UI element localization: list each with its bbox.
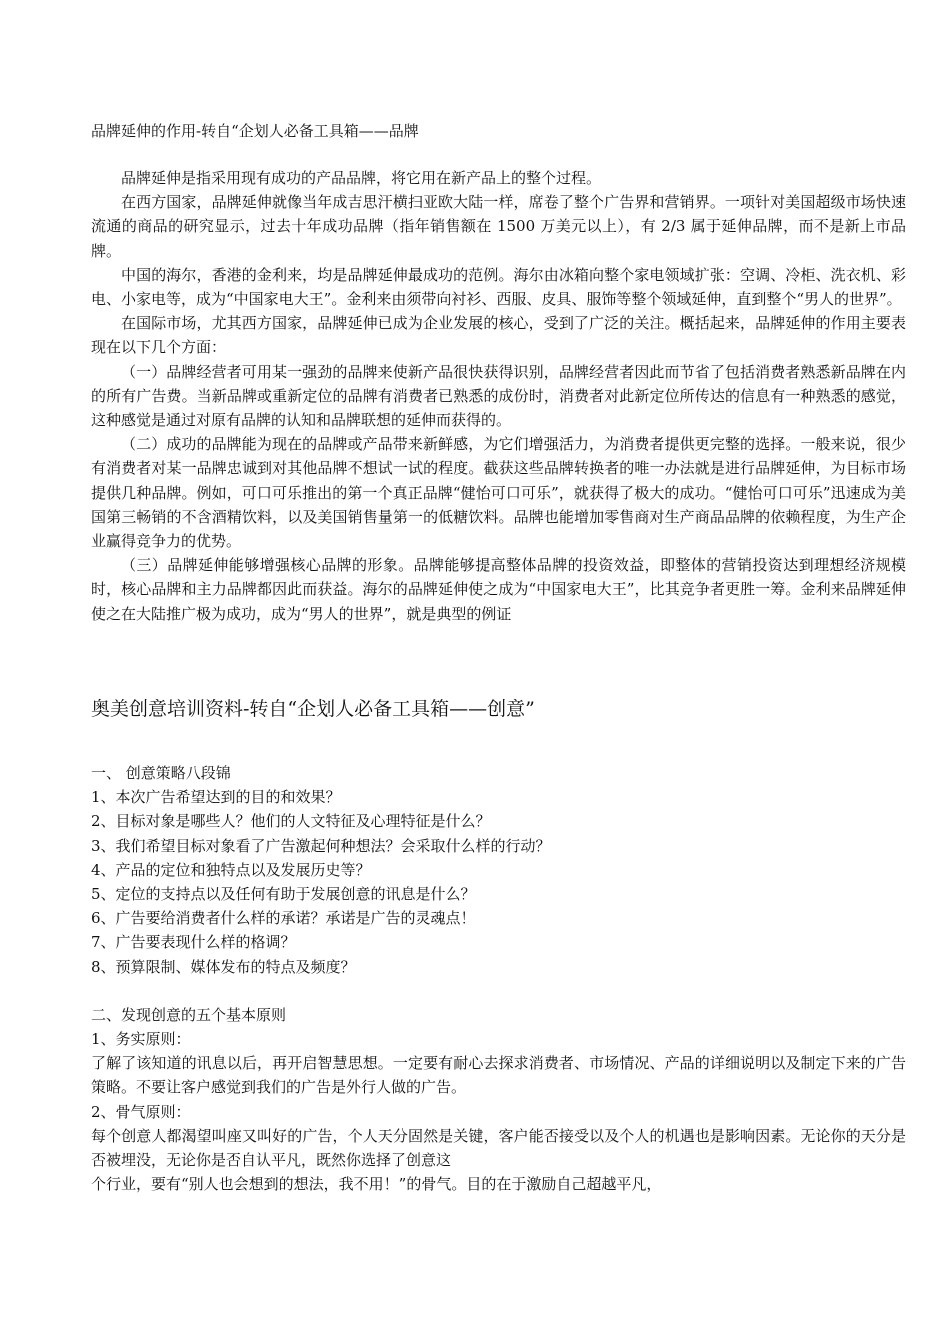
list-item: 3、我们希望目标对象看了广告激起何种想法？会采取什么样的行动？	[91, 836, 551, 855]
principle-title: 2、骨气原则：	[91, 1102, 191, 1121]
paragraph-haier-goldlion: 中国的海尔，香港的金利来，均是品牌延伸最成功的范例。海尔由冰箱向整个家电领域扩张：空调、冷柜、洗衣机、彩电、小家电等，成为“中国家电大王”。金利来由须带向衬衫、西服、皮具、服饰等整个领域延伸，直到整个“男人的世界”。	[91, 265, 906, 309]
paragraph-western-countries: 在西方国家，品牌延伸就像当年成吉思汗横扫亚欧大陆一样，席卷了整个广告界和营销界。一项针对美国超级市场快速流通的商品的研究显示，过去十年成功品牌（指年销售额在 1500 万美元以上），有 2/3 属于延伸品牌，而不是新上市品牌。	[91, 193, 906, 260]
list-item: 8、预算限制、媒体发布的特点及频度？	[91, 957, 356, 976]
principle-text: 每个创意人都渴望叫座又叫好的广告，个人天分固然是关键，客户能否接受以及个人的机遇也是影响因素。无论你的天分是否被埋没，无论你是否自认平凡，既然你选择了创意这	[91, 1126, 906, 1170]
list-item: 4、产品的定位和独特点以及发展历史等？	[91, 860, 371, 879]
principle-text: 了解了该知道的讯息以后，再开启智慧思想。一定要有耐心去探求消费者、市场情况、产品的详细说明以及制定下来的广告策略。不要让客户感觉到我们的广告是外行人做的广告。	[91, 1054, 906, 1097]
list-item: 1、本次广告希望达到的目的和效果？	[91, 788, 341, 807]
section-heading-principles: 二、发现创意的五个基本原则	[91, 1005, 287, 1024]
article-title-ogilvy-creative: 奥美创意培训资料-转自“企划人必备工具箱——创意”	[91, 698, 535, 720]
article-title-brand-extension: 品牌延伸的作用-转自“企划人必备工具箱——品牌	[91, 122, 419, 140]
list-item: 7、广告要表现什么样的格调？	[91, 933, 296, 952]
list-item: 6、广告要给消费者什么样的承诺？承诺是广告的灵魂点！	[91, 909, 476, 928]
spacer	[91, 979, 906, 1003]
principle-text-continued: 个行业，要有“别人也会想到的想法，我不用！”的骨气。目的在于激励自己超越平凡，	[91, 1175, 662, 1194]
paragraph-point-three: （三）品牌延伸能够增强核心品牌的形象。品牌能够提高整体品牌的投资效益，即整体的营销投资达到理想经济规模时，核心品牌和主力品牌都因此而获益。海尔的品牌延伸使之成为“中国家电大王”，比其竞争者更胜一筹。金利来品牌延伸使之在大陆推广极为成功，成为“男人的世界”，就是典型的例证	[91, 556, 906, 623]
list-item: 5、定位的支持点以及任何有助于发展创意的讯息是什么？	[91, 885, 476, 904]
paragraph-definition: 品牌延伸是指采用现有成功的产品品牌，将它用在新产品上的整个过程。	[121, 169, 602, 187]
creative-training-body	[91, 761, 906, 1196]
list-item: 2、目标对象是哪些人？他们的人文特征及心理特征是什么？	[91, 812, 491, 831]
paragraph-international-market: 在国际市场，尤其西方国家，品牌延伸已成为企业发展的核心，受到了广泛的关注。概括起来，品牌延伸的作用主要表现在以下几个方面：	[91, 314, 906, 357]
section-heading-strategy: 一、 创意策略八段锦	[91, 764, 231, 782]
paragraph-point-two: （二）成功的品牌能为现在的品牌或产品带来新鲜感，为它们增强活力，为消费者提供更完整的选择。一般来说，很少有消费者对某一品牌忠诚到对其他品牌不想试一试的程度。截获这些品牌转换者的唯一办法就是进行品牌延伸，为目标市场提供几种品牌。例如，可口可乐推出的第一个真正品牌“健怡可口可乐”，就获得了极大的成功。“健怡可口可乐”迅速成为美国第三畅销的不含酒精饮料，以及美国销售量第一的低糖饮料。品牌也能增加零售商对生产商品品牌的依赖程度，为生产企业赢得竞争力的优势。	[91, 435, 906, 551]
paragraph-point-one: （一）品牌经营者可用某一强劲的品牌来使新产品很快获得识别，品牌经营者因此而节省了包括消费者熟悉新品牌在内的所有广告费。当新品牌或重新定位的品牌有消费者已熟悉的成份时，消费者对此新定位所传达的信息有一种熟悉的感觉，这种感觉是通过对原有品牌的认知和品牌联想的延伸而获得的。	[91, 362, 906, 430]
brand-extension-body	[91, 166, 906, 626]
principle-title: 1、务实原则：	[91, 1030, 191, 1049]
